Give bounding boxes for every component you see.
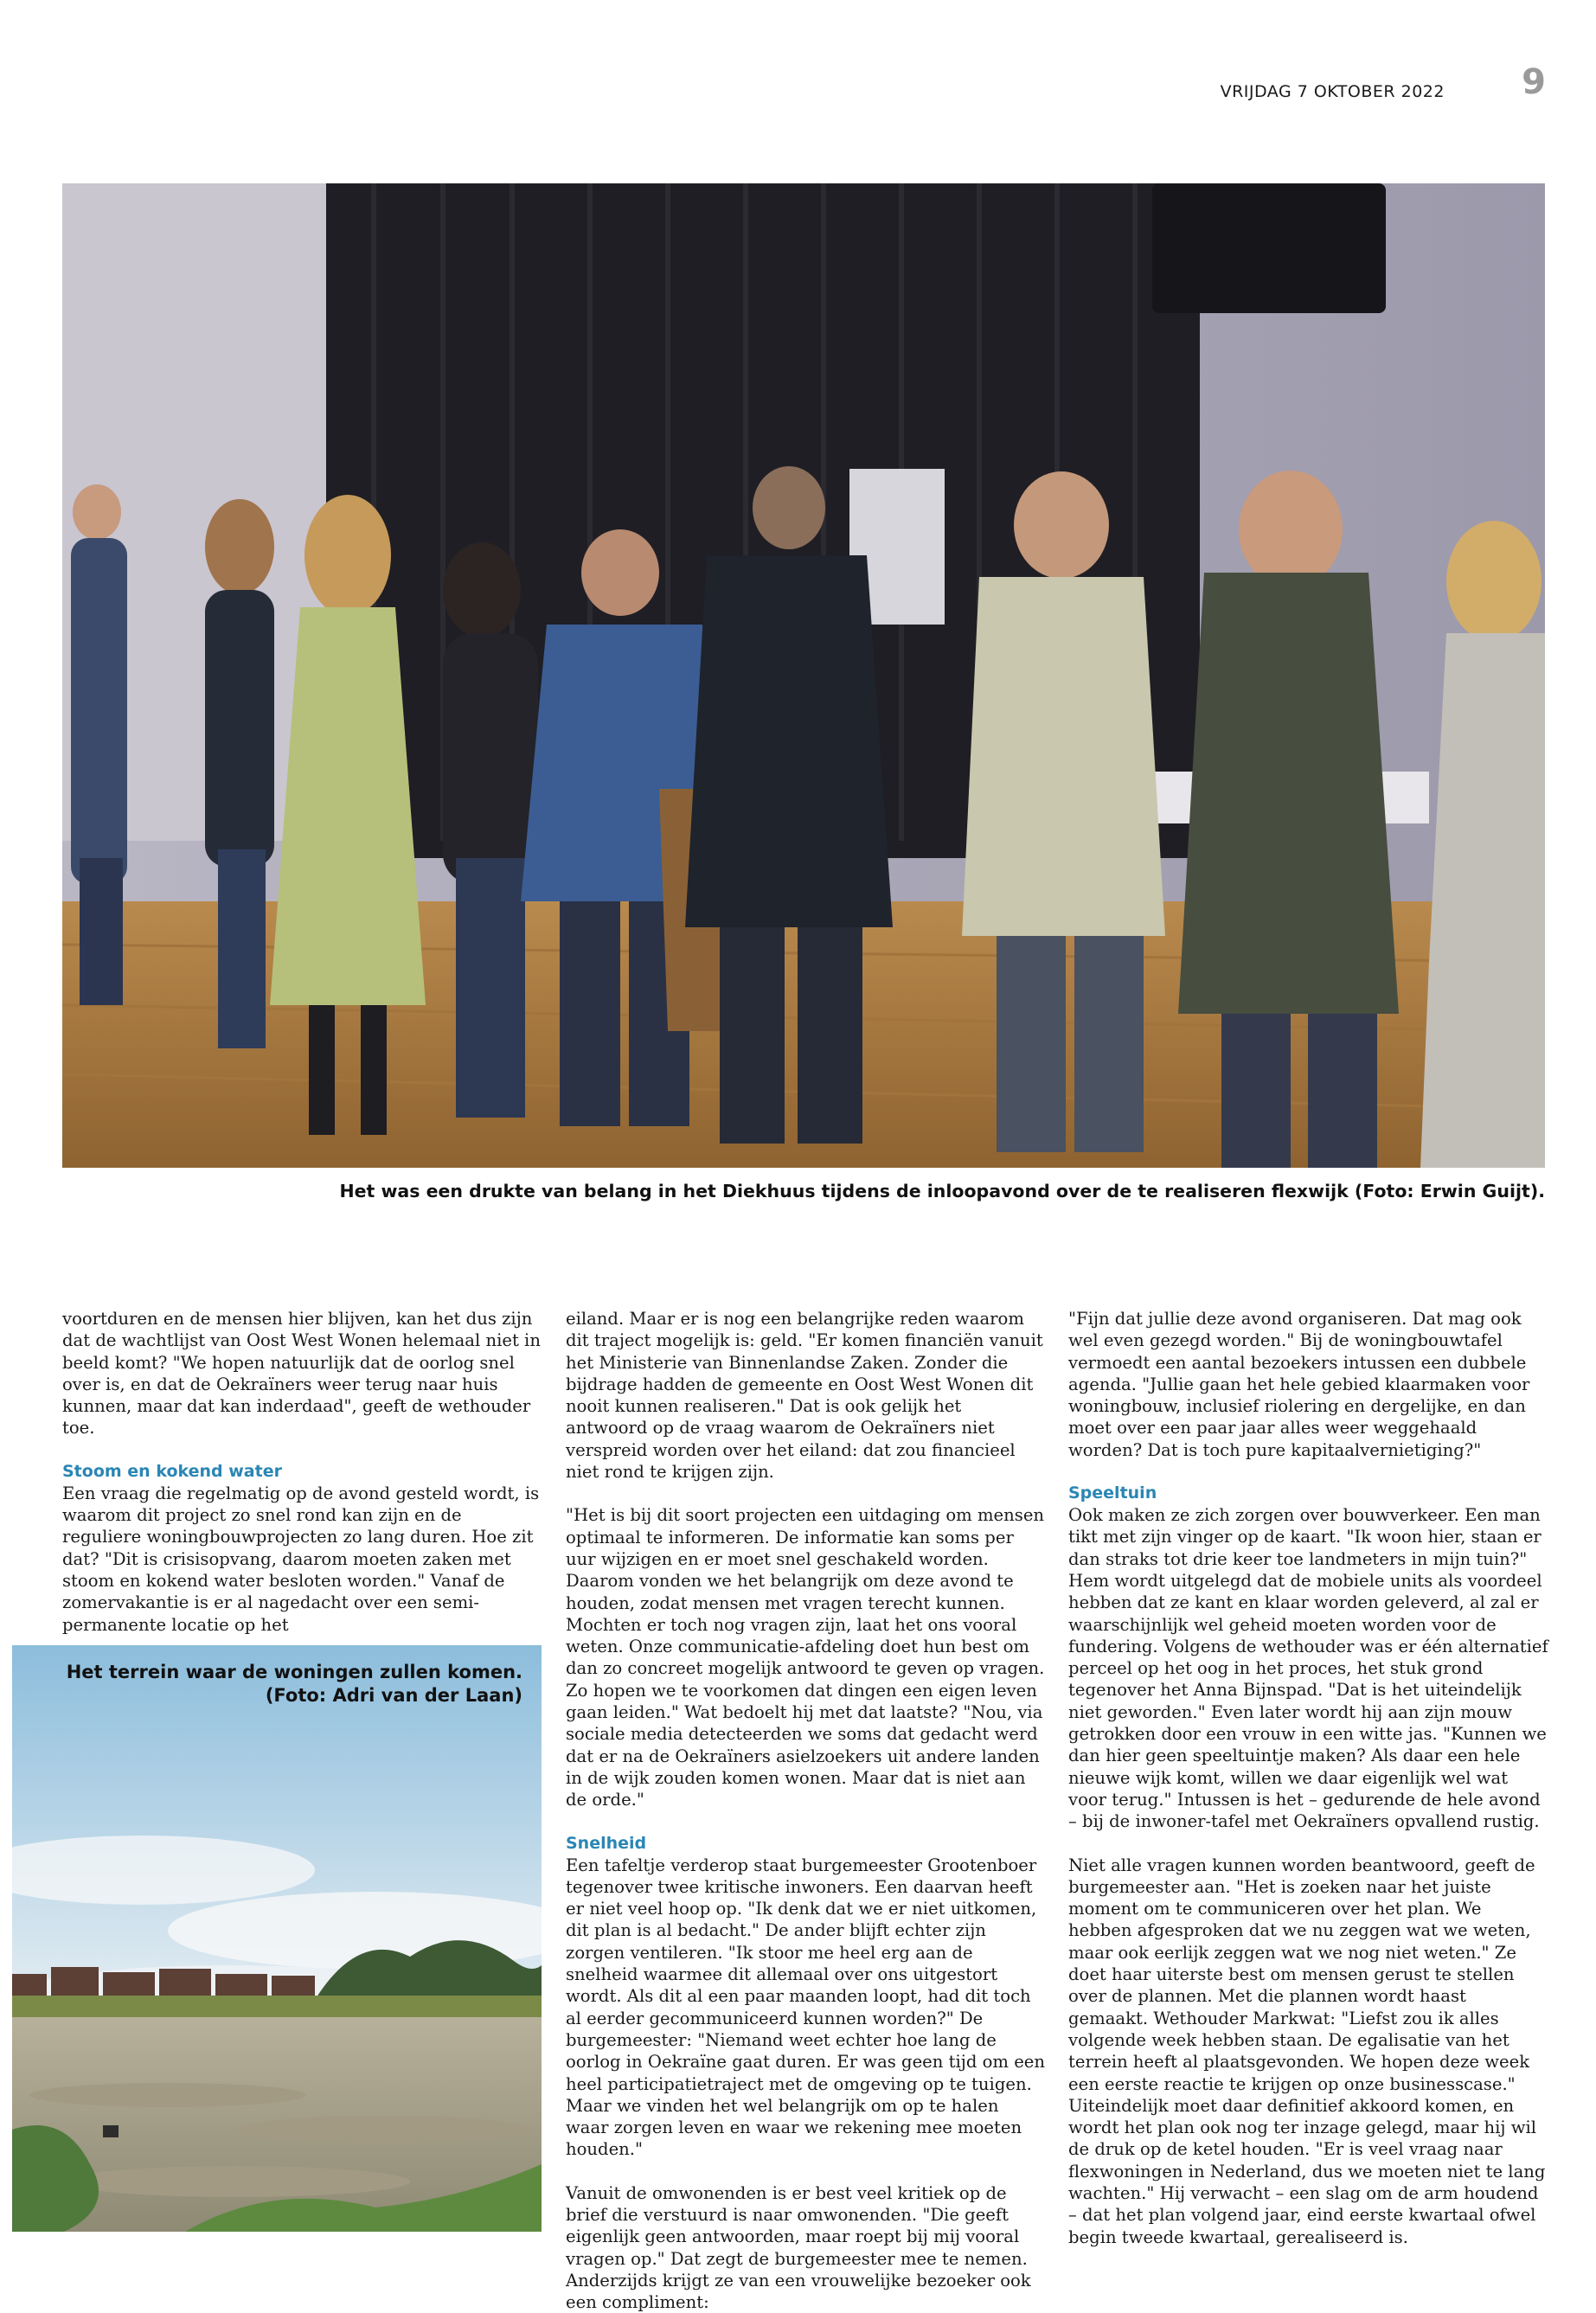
article-column-2 [566,1308,1046,2313]
paragraph: Ook maken ze zich zorgen over bouwverkeer. Een man tikt met zijn vinger op de kaart. "Ik woon hier, staan er dan straks tot drie keer toe landmeters in mijn tuin?" Hem wordt uitgelegd dat de mobiele units als voordeel hebben dat ze kant en klaar worden geleverd, al zal er waarschijnlijk wel geheid moeten worden voor de fundering. Volgens de wethouder was er één alternatief perceel op het oog in het proces, het stuk grond tegenover het Anna Bijnspad. "Dat is het uiteindelijk niet geworden." Even later wordt hij aan zijn mouw getrokken door een vrouw in een witte jas. "Kunnen we dan hier geen speeltuintje maken? Als daar een hele nieuwe wijk komt, willen we daar eigenlijk wel wat voor terug." Intussen is het – gedurende de hele avond – bij de inwoner-tafel met Oekraïners opvallend rustig. [1068,1505,1548,1832]
subheading: Speeltuin [1068,1483,1157,1503]
main-photo-caption: Het was een drukte van belang in het Diekhuus tijdens de inloopavond over de te realiseren flexwijk (Foto: Erwin Guijt). [339,1181,1545,1201]
paragraph: voortduren en de mensen hier blijven, kan het dus zijn dat de wachtlijst van Oost West Wonen helemaal niet in beeld komt? "We hopen natuurlijk dat de oorlog snel over is, en dat de Oekraïners weer terug naar huis kunnen, maar dat kan inderdaad", geeft de wethouder toe. [62,1309,541,1438]
paragraph: Niet alle vragen kunnen worden beantwoord, geeft de burgemeester aan. "Het is zoeken naar het juiste moment om te communiceren over het plan. We hebben afgesproken dat we nu zeggen wat we weten, maar ook eerlijk zeggen wat we nog niet weten." Ze doet haar uiterste best om mensen gerust te stellen over de plannen. Met die plannen wordt haast gemaakt. Wethouder Markwat: "Liefst zou ik alles volgende week hebben staan. De egalisatie van het terrein heeft al plaatsgevonden. We hopen deze week een eerste reactie te krijgen op onze businesscase." Uiteindelijk moet daar definitief akkoord komen, en wordt het plan ook nog ter inzage gelegd, maar hij wil de druk op de ketel houden. "Er is veel vraag naar flexwoningen in Nederland, dus we moeten niet te lang wachten." Hij verwacht – een slag om de arm houdend – dat het plan volgend jaar, eind eerste kwartaal ofwel begin tweede kwartaal, gerealiseerd is. [1068,1855,1546,2247]
paragraph: Vanuit de omwonenden is er best veel kritiek op de brief die verstuurd is naar omwonenden. "Die geeft eigenlijk geen antwoorden, maar roept bij mij vooral vragen op." Dat zegt de burgemeester mee te nemen. Anderzijds krijgt ze van een vrouwelijke bezoeker ook een compliment: [566,2182,1031,2313]
side-photo-caption-line: Het terrein waar de woningen zullen komen. [66,1662,522,1682]
paragraph: eiland. Maar er is nog een belangrijke reden waarom dit traject mogelijk is: geld. "Er komen financiën vanuit het Ministerie van Binnenlandse Zaken. Zonder die bijdrage hadden de gemeente en Oost West Wonen dit nooit kunnen realiseren." Dat is ook gelijk het antwoord op de vraag waarom de Oekraïners niet verspreid worden over het eiland: dat zou financieel niet rond te krijgen zijn. [566,1309,1043,1483]
paragraph: "Het is bij dit soort projecten een uitdaging om mensen optimaal te informeren. De informatie kan soms per uur wijzigen en er moet snel geschakeld worden. Daarom vonden we het belangrijk om deze avond te houden, zodat mensen met vragen terecht kunnen. Mochten er toch nog vragen zijn, laat het ons vooral weten. Onze communicatie-afdeling doet hun best om dan zo concreet mogelijk antwoord te geven op vragen. Zo hopen we te voorkomen dat dingen een eigen leven gaan leiden." Wat bedoelt hij met dat laatste? "Nou, via sociale media detecteerden we soms dat gedacht werd dat er na de Oekraïners asielzoekers uit andere landen in de wijk zouden komen wonen. Maar dat is niet aan de orde." [566,1505,1045,1810]
article-column-3 [1068,1308,1548,2248]
main-photo [62,183,1545,1168]
paragraph: Een tafeltje verderop staat burgemeester Grootenboer tegenover twee kritische inwoners. Een daarvan heeft er niet veel hoop op. "Ik denk dat we er niet uitkomen, dit plan is al bedacht." De ander blijft echter zijn zorgen ventileren. "Ik stoor me heel erg aan de snelheid waarmee dit allemaal over ons uitgestort wordt. Als dit al een paar maanden loopt, had dit toch al eerder gecommuniceerd kunnen worden?" De burgemeester: "Niemand weet echter hoe lang de oorlog in Oekraïne gaat duren. Er was geen tijd om een heel participatietraject met de omgeving op te tuigen. Maar we vinden het wel belangrijk om op te halen waar zorgen leven en waar we rekening mee moeten houden." [566,1855,1046,2160]
paragraph: "Fijn dat jullie deze avond organiseren. Dat mag ook wel even gezegd worden." Bij de woningbouwtafel vermoedt een aantal bezoekers intussen een dubbele agenda. "Jullie gaan het hele gebied klaarmaken voor woningbouw, inclusief riolering en dergelijke, en dan moet over een paar jaar alles weer weggehaald worden? Dat is toch pure kapitaalvernietiging?" [1068,1309,1530,1460]
article-column-1 [62,1308,542,1636]
side-photo [12,1645,542,2232]
page-number: 9 [1522,62,1546,102]
header-date: VRIJDAG 7 OKTOBER 2022 [1220,82,1445,101]
subheading: Stoom en kokend water [62,1461,282,1481]
subheading: Snelheid [566,1833,647,1853]
paragraph: Een vraag die regelmatig op de avond gesteld wordt, is waarom dit project zo snel rond kan zijn en de reguliere woningbouwprojecten zo lang duren. Hoe zit dat? "Dit is crisisopvang, daarom moeten zaken met stoom en kokend water besloten worden." Vanaf de zomervakantie is er al nagedacht over een semi-permanente locatie op het [62,1483,540,1635]
side-photo-caption-credit: (Foto: Adri van der Laan) [265,1685,522,1706]
side-photo-caption [67,1661,522,1708]
